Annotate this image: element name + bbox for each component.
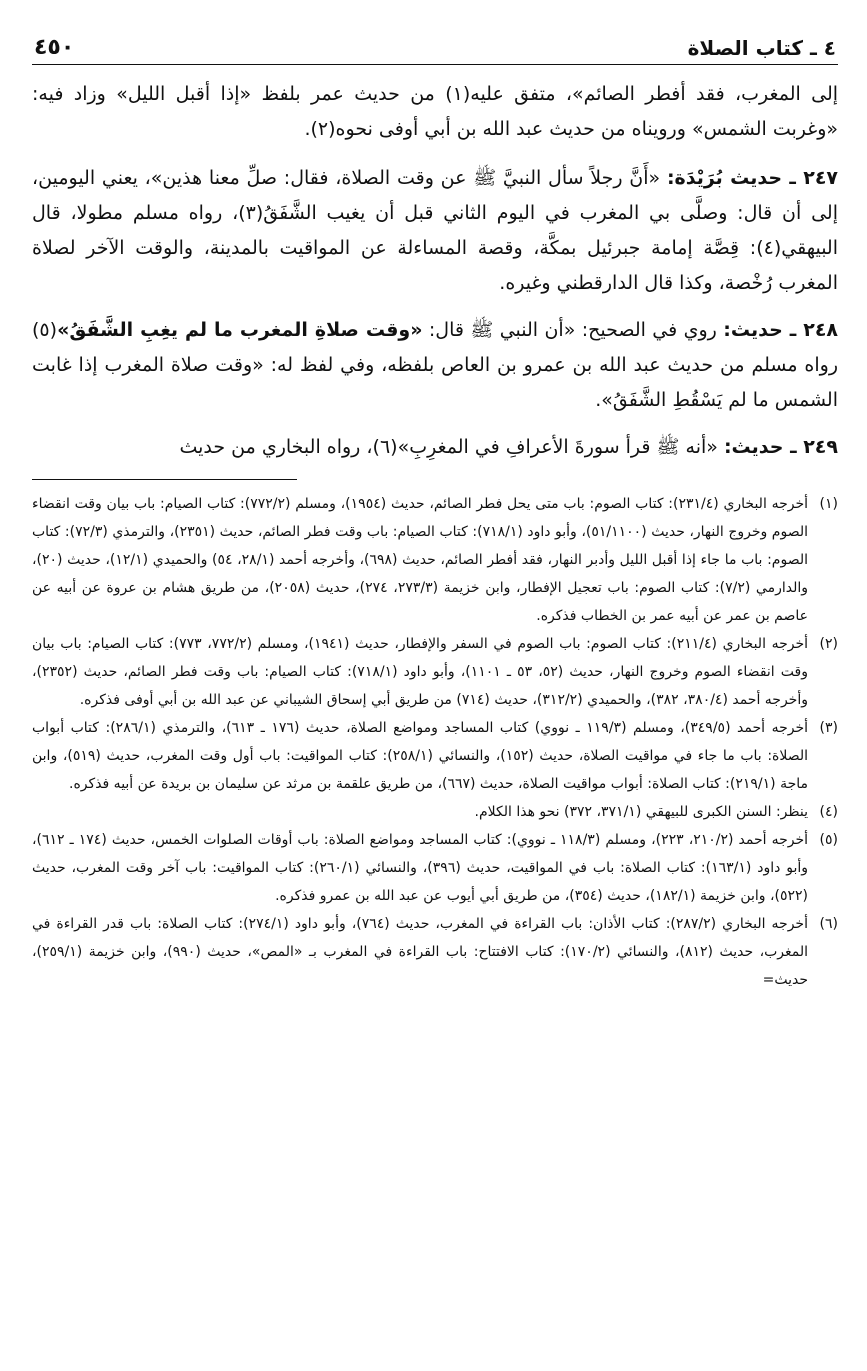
footnote-text: أخرجه البخاري (٢١١/٤): كتاب الصوم: باب الصوم في السفر والإفطار، حديث (١٩٤١)، ومسلم (٧٧٢/٢، ٧٧٣): كتاب الصيام: باب بيان وقت انقضاء الصوم وخروج النهار، حديث (٥٢، ٥٣ ـ ١١٠١)، وأبو داود (٧١٨/١): كتاب الصيام: باب وقت فطر الصائم، حديث (٢٣٥٢)، وأخرجه أحمد (٣٨٠/٤، ٣٨٢)، والحميدي (٣١٢/٢)، حديث (٧١٤) من طريق أبي إسحاق الشيباني عن عبد الله بن أبي أوفى فذكره. (32, 636, 808, 708)
footnote-number: (٢) (819, 636, 838, 652)
footnote-text: أخرجه البخاري (٢٣١/٤): كتاب الصوم: باب متى يحل فطر الصائم، حديث (١٩٥٤)، ومسلم (٧٧٢/٢): كتاب الصيام: باب بيان وقت انقضاء الصوم وخروج النهار، حديث (٥١/١١٠٠)، وأبو داود (٧١٨/١): كتاب الصيام: باب وقت فطر الصائم، حديث (٢٣٥١)، والترمذي (٧٢/٣): كتاب الصوم: باب ما جاء إذا أقبل الليل وأدبر النهار، فقد أفطر الصائم، حديث (٦٩٨)، وأخرجه أحمد (٢٨/١، ٥٤) والحميدي (١٢/١)، حديث (٢٠)، والدارمي (٧/٢): كتاب الصوم: باب تعجيل الإفطار، وابن خزيمة (٢٧٣/٣، ٢٧٤)، حديث (٢٠٥٨)، من طريق هشام بن عروة عن أبيه عن عاصم بن عمر عن أبيه عمر بن الخطاب فذكره. (32, 496, 809, 624)
footnote-separator-wrap (32, 479, 838, 480)
footnote-6 (32, 910, 838, 994)
book-page (32, 30, 838, 1350)
footnote-number: (٥) (819, 832, 838, 848)
footnote-text: أخرجه البخاري (٢٨٧/٢): كتاب الأذان: باب القراءة في المغرب، حديث (٧٦٤)، وأبو داود (٢٧٤/١): كتاب الصلاة: باب قدر القراءة في المغرب، حديث (٨١٢)، والنسائي (١٧٠/٢): كتاب الافتتاح: باب القراءة في المغرب بـ «المص»، حديث (٩٩٠)، وابن خزيمة (٢٥٩/١)، حديث= (32, 916, 809, 988)
footnote-text: أخرجه أحمد (٢١٠/٢، ٢٢٣)، ومسلم (١١٨/٣ ـ نووي): كتاب المساجد ومواضع الصلاة: باب أوقات الصلوات الخمس، حديث (١٧٤ ـ ٦١٢)، وأبو داود (١٦٣/١): كتاب الصلاة: باب في المواقيت، حديث (٣٩٦)، والنسائي (٢٦٠/١): كتاب المواقيت: باب آخر وقت المغرب، حديث (٥٢٢)، وابن خزيمة (١٨٢/١)، حديث (٣٥٤)، من طريق أبي أيوب عن عبد الله بن عمرو فذكره. (32, 832, 809, 904)
page-number: ٤٥٠ (34, 35, 75, 60)
footnote-5 (32, 826, 838, 910)
footnote-3 (32, 714, 838, 798)
footnote-text: أخرجه أحمد (٣٤٩/٥)، ومسلم (١١٩/٣ ـ نووي) كتاب المساجد ومواضع الصلاة، حديث (١٧٦ ـ ٦١٣)، والترمذي (٢٨٦/١): كتاب أبواب الصلاة: باب ما جاء في مواقيت الصلاة، حديث (١٥٢)، والنسائي (٢٥٨/١): كتاب المواقيت: باب أول وقت المغرب، حديث (٥١٩)، وابن ماجة (٢١٩/١): كتاب الصلاة: أبواب مواقيت الصلاة، حديث (٦٦٧)، من طريق علقمة بن مرثد عن سليمان بن بريدة عن أبيه فذكره. (32, 720, 809, 792)
hadith-248-text-b: (٥) رواه مسلم من حديث عبد الله بن عمرو بن العاص بلفظه، وفي لفظ له: «وقت صلاة المغرب إذا غابت الشمس ما لم يَسْقُطِ الشَّفَقُ». (32, 319, 838, 411)
page-header (32, 30, 838, 65)
footnote-text: ينظر: السنن الكبرى للبيهقي (٣٧١/١، ٣٧٢) نحو هذا الكلام. (474, 804, 808, 820)
hadith-248-quote: «وقت صلاةِ المغرب ما لم يغِبِ الشَّفَقُ» (57, 319, 423, 341)
main-text (32, 77, 838, 465)
hadith-247-text: «أَنَّ رجلاً سأل النبيَّ ﷺ عن وقت الصلاة، فقال: صلِّ معنا هذين»، يعني اليومين، إلى أن قال: وصلَّى بي المغرب في اليوم الثاني قبل أن يغيب الشَّفَقُ(٣)، رواه مسلم مطولا، قال البيهقي(٤): قِصَّة إمامة جبرئيل بمكَّة، وقصة المساءلة عن المواقيت بالمدينة، والوقت الآخر لصلاة المغرب رُخْصة، وكذا قال الدارقطني وغيره. (32, 167, 838, 294)
footnote-number: (١) (819, 496, 838, 512)
hadith-247-heading: ٢٤٧ ـ حديث بُرَيْدَة: (666, 167, 838, 189)
hadith-249-heading: ٢٤٩ ـ حديث: (723, 436, 838, 458)
footnote-separator (32, 479, 297, 480)
hadith-248-text-a: روي في الصحيح: «أن النبي ﷺ قال: (428, 319, 717, 341)
footnotes (32, 490, 838, 994)
footnote-number: (٤) (819, 804, 838, 820)
hadith-248 (32, 313, 838, 418)
footnote-1 (32, 490, 838, 630)
hadith-248-heading: ٢٤٨ ـ حديث: (723, 319, 838, 341)
footnote-4 (32, 798, 838, 826)
footnote-2 (32, 630, 838, 714)
footnote-number: (٦) (819, 916, 838, 932)
paragraph-continuation: إلى المغرب، فقد أفطر الصائم»، متفق عليه(١) من حديث عمر بلفظ «إذا أقبل الليل» وزاد فيه: «وغربت الشمس» ورويناه من حديث عبد الله بن أبي أوفى نحوه(٢). (32, 83, 838, 140)
hadith-247 (32, 161, 838, 301)
hadith-249-text: «أنه ﷺ قرأ سورةَ الأعرافِ في المغرِبِ»(٦)، رواه البخاري من حديث (179, 436, 718, 458)
chapter-title: ٤ ـ كتاب الصلاة (687, 36, 836, 60)
footnote-number: (٣) (819, 720, 838, 736)
hadith-249 (32, 430, 838, 465)
